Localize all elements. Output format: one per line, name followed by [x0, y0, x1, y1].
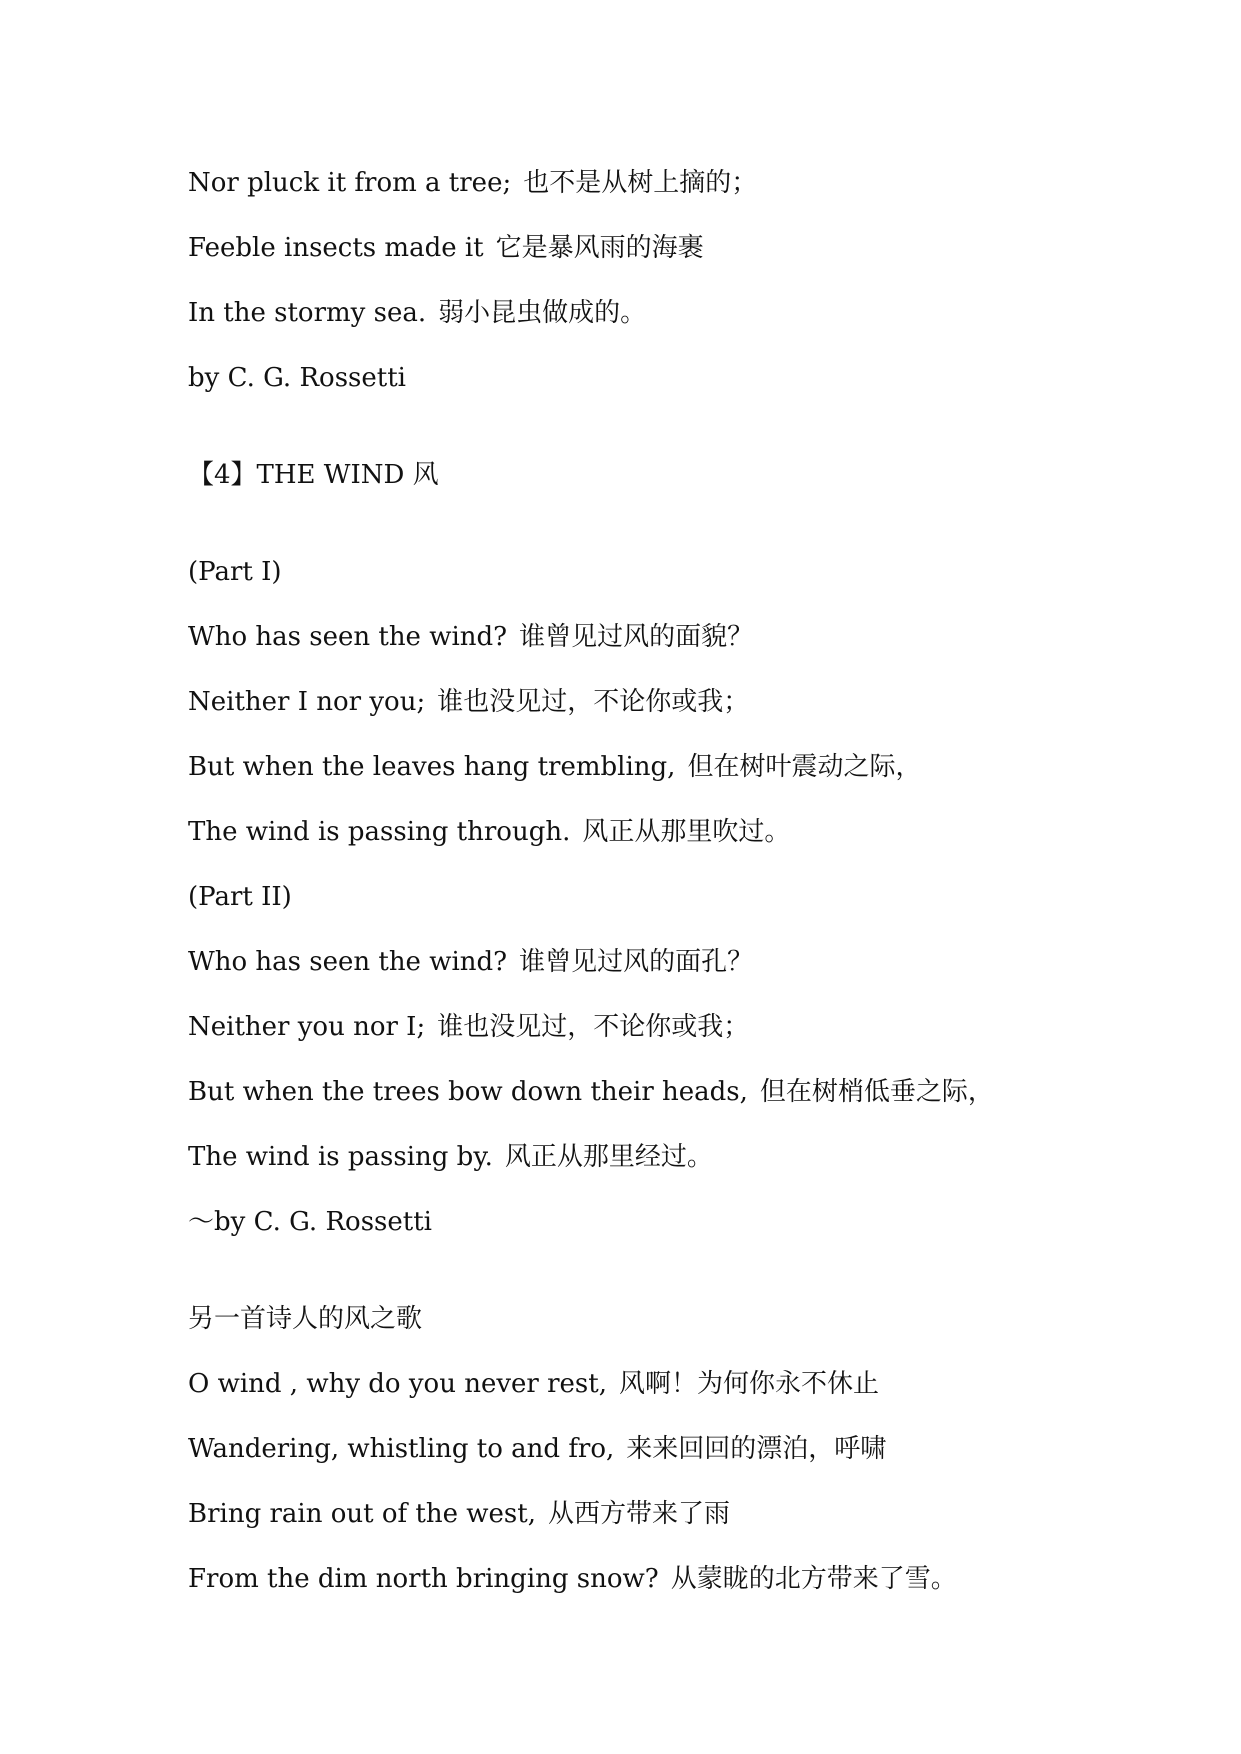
poem-line	[188, 232, 704, 264]
heading-text: 【4】THE WIND 风	[188, 460, 439, 490]
poem-line	[188, 297, 646, 329]
poem-line	[188, 621, 753, 653]
poem-line	[188, 1433, 886, 1465]
english-text: From the dim north bringing snow?	[188, 1564, 659, 1594]
chinese-text: 从西方带来了雨	[547, 1499, 730, 1529]
part-text: (Part II)	[188, 882, 292, 912]
chinese-text: 谁也没见过，不论你或我；	[437, 687, 750, 717]
english-text: Who has seen the wind?	[188, 947, 508, 977]
chinese-text: 谁曾见过风的面貌？	[519, 622, 754, 652]
poem-line	[188, 1011, 749, 1043]
chinese-text: 它是暴风雨的海裹	[495, 233, 704, 263]
poem-line	[188, 1076, 994, 1108]
english-text: Bring rain out of the west,	[188, 1499, 536, 1529]
author-text: by C. G. Rossetti	[188, 363, 406, 393]
english-text: Nor pluck it from a tree;	[188, 168, 512, 198]
english-text: But when the trees bow down their heads,	[188, 1077, 748, 1107]
chinese-text: 谁曾见过风的面孔？	[519, 947, 754, 977]
english-text: Neither you nor I;	[188, 1012, 426, 1042]
english-text: The wind is passing by.	[188, 1142, 493, 1172]
author-attribution	[188, 362, 406, 394]
poem-line	[188, 816, 790, 848]
section-heading	[188, 1303, 422, 1335]
chinese-text: 风正从那里经过。	[504, 1142, 713, 1172]
english-text: O wind , why do you never rest,	[188, 1369, 607, 1399]
heading-text: 另一首诗人的风之歌	[188, 1304, 423, 1334]
poem-line	[188, 946, 753, 978]
chinese-text: 但在树叶震动之际，	[687, 752, 922, 782]
english-text: Wandering, whistling to and fro,	[188, 1434, 615, 1464]
poem-line	[188, 751, 921, 783]
section-heading	[188, 459, 439, 491]
chinese-text: 风啊！为何你永不休止	[618, 1369, 879, 1399]
chinese-text: 弱小昆虫做成的。	[438, 298, 647, 328]
part-label	[188, 556, 282, 588]
english-text: Feeble insects made it	[188, 233, 484, 263]
english-text: The wind is passing through.	[188, 817, 571, 847]
chinese-text: 从蒙眬的北方带来了雪。	[670, 1564, 957, 1594]
poem-line	[188, 1498, 730, 1530]
poem-line	[188, 686, 749, 718]
poem-line	[188, 1368, 879, 1400]
chinese-text: 风正从那里吹过。	[582, 817, 791, 847]
chinese-text: 来来回回的漂泊，呼啸	[626, 1434, 887, 1464]
english-text: But when the leaves hang trembling,	[188, 752, 676, 782]
part-text: (Part I)	[188, 557, 282, 587]
english-text: In the stormy sea.	[188, 298, 427, 328]
part-label	[188, 881, 292, 913]
chinese-text: 也不是从树上摘的；	[523, 168, 758, 198]
english-text: Who has seen the wind?	[188, 622, 508, 652]
chinese-text: 但在树梢低垂之际，	[759, 1077, 994, 1107]
author-attribution	[188, 1206, 432, 1238]
chinese-text: 谁也没见过，不论你或我；	[437, 1012, 750, 1042]
poem-line	[188, 1563, 957, 1595]
author-text: ～by C. G. Rossetti	[188, 1207, 432, 1237]
poem-line	[188, 1141, 713, 1173]
poem-line	[188, 167, 757, 199]
english-text: Neither I nor you;	[188, 687, 426, 717]
